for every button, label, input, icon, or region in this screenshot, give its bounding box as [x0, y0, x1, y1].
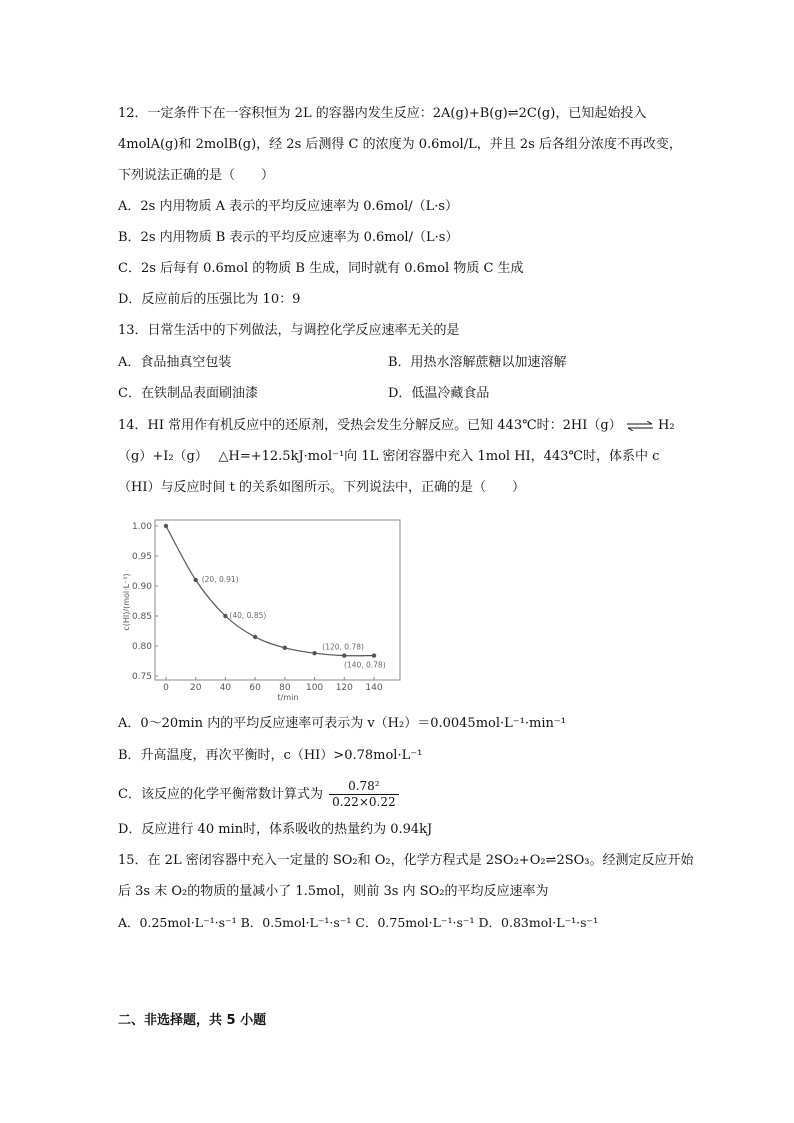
x-tick-label: 0 — [163, 683, 169, 693]
data-point — [223, 614, 227, 618]
q14-option-d: D．反应进行 40 min时，体系吸收的热量约为 0.94kJ — [118, 822, 433, 837]
point-annotation: (120, 0.78) — [322, 642, 364, 652]
q12-stem-line2: 4molA(g)和 2molB(g)，经 2s 后测得 C 的浓度为 0.6mol/L，并且 2s 后各组分浓度不再改变， — [118, 137, 682, 152]
x-tick-label: 100 — [305, 683, 324, 693]
q12-option-c: C．2s 后每有 0.6mol 的物质 B 生成，同时就有 0.6mol 物质 C 生成 — [118, 261, 524, 276]
data-point — [283, 646, 287, 650]
q12-option-d: D．反应前后的压强比为 10：9 — [118, 292, 301, 307]
q13-stem: 13．日常生活中的下列做法，与调控化学反应速率无关的是 — [118, 323, 460, 338]
x-tick-label: 80 — [279, 683, 291, 693]
y-tick-label: 1.00 — [131, 522, 152, 532]
q14-stem-line3: （HI）与反应时间 t 的关系如图所示。下列说法中，正确的是（ ） — [118, 480, 525, 495]
x-tick-label: 120 — [335, 683, 353, 693]
point-annotation: (20, 0.91) — [201, 575, 239, 584]
q13-option-c: C．在铁制品表面刷油漆 — [118, 386, 258, 401]
y-tick-label: 0.85 — [131, 612, 152, 622]
y-tick-label: 0.80 — [131, 642, 152, 652]
data-point — [164, 524, 168, 528]
section-heading: 二、非选择题，共 5 小题 — [118, 1013, 267, 1028]
x-tick-label: 140 — [365, 683, 383, 693]
q14-stem-line1-text: 14．HI 常用作有机反应中的还原剂，受热会发生分解反应。已知 443℃时：2HI（g） — [118, 418, 622, 433]
y-tick-label: 0.90 — [131, 582, 152, 592]
q14-product-h2: H₂ — [657, 418, 675, 433]
q15-options: A．0.25mol·L⁻¹·s⁻¹ B．0.5mol·L⁻¹·s⁻¹ C．0.75mol·L⁻¹·s⁻¹ D．0.83mol·L⁻¹·s⁻¹ — [118, 915, 599, 930]
q15-stem-line1: 15．在 2L 密闭容器中充入一定量的 SO₂和 O₂，化学方程式是 2SO₂+O₂⇌2SO₃。经测定反应开始 — [118, 853, 694, 868]
x-axis-label: t/min — [277, 693, 299, 702]
q15-stem-line2: 后 3s 末 O₂的物质的量减小了 1.5mol，则前 3s 内 SO₂的平均反应速率为 — [118, 884, 549, 899]
x-tick-label: 60 — [249, 683, 261, 693]
q14-option-c — [118, 779, 399, 810]
q14-option-b: B．升高温度，再次平衡时，c（HI）>0.78mol·L⁻¹ — [118, 748, 423, 763]
point-annotation: (40, 0.85) — [229, 611, 267, 620]
x-tick-label: 20 — [189, 683, 202, 693]
q14-stem-line1 — [118, 418, 675, 434]
y-tick-label: 0.75 — [131, 672, 152, 682]
fraction-denominator: 0.22×0.22 — [332, 795, 396, 809]
q13-option-b: B．用热水溶解蔗糖以加速溶解 — [388, 355, 567, 370]
point-annotation: (140, 0.78) — [344, 660, 386, 670]
hi-concentration-chart — [118, 512, 408, 704]
y-axis-label: c(HI)/(mol·L⁻¹) — [122, 573, 131, 631]
equilibrium-constant-fraction — [329, 779, 399, 810]
data-point — [312, 651, 316, 655]
data-point — [194, 578, 198, 582]
hi-curve — [166, 526, 374, 656]
q12-option-b: B．2s 内用物质 B 表示的平均反应速率为 0.6mol/（L·s） — [118, 230, 459, 245]
x-tick-label: 40 — [219, 683, 232, 693]
q12-stem-line3: 下列说法正确的是（ ） — [118, 168, 275, 183]
q14-option-a: A．0～20min 内的平均反应速率可表示为 v（H₂）＝0.0045mol·L⁻¹·min⁻¹ — [118, 716, 566, 731]
q12-option-a: A．2s 内用物质 A 表示的平均反应速率为 0.6mol/（L·s） — [118, 199, 459, 214]
fraction-numerator: 0.78² — [329, 779, 399, 795]
data-point — [372, 653, 376, 657]
data-point — [342, 653, 346, 657]
q14-option-c-text: C．该反应的化学平衡常数计算式为 — [118, 787, 323, 802]
data-point — [253, 635, 257, 639]
q14-stem-line2: （g）+I₂（g） △H=+12.5kJ·mol⁻¹向 1L 密闭容器中充入 1mol HI，443℃时，体系中 c — [118, 449, 660, 464]
q12-stem-line1: 12．一定条件下在一容积恒为 2L 的容器内发生反应：2A(g)+B(g)⇌2C(g)，已知起始投入 — [118, 106, 647, 121]
equilibrium-arrow-icon — [626, 421, 654, 431]
q13-option-a: A．食品抽真空包装 — [118, 355, 232, 370]
y-tick-label: 0.95 — [131, 552, 152, 562]
q13-option-d: D．低温冷藏食品 — [388, 386, 490, 401]
